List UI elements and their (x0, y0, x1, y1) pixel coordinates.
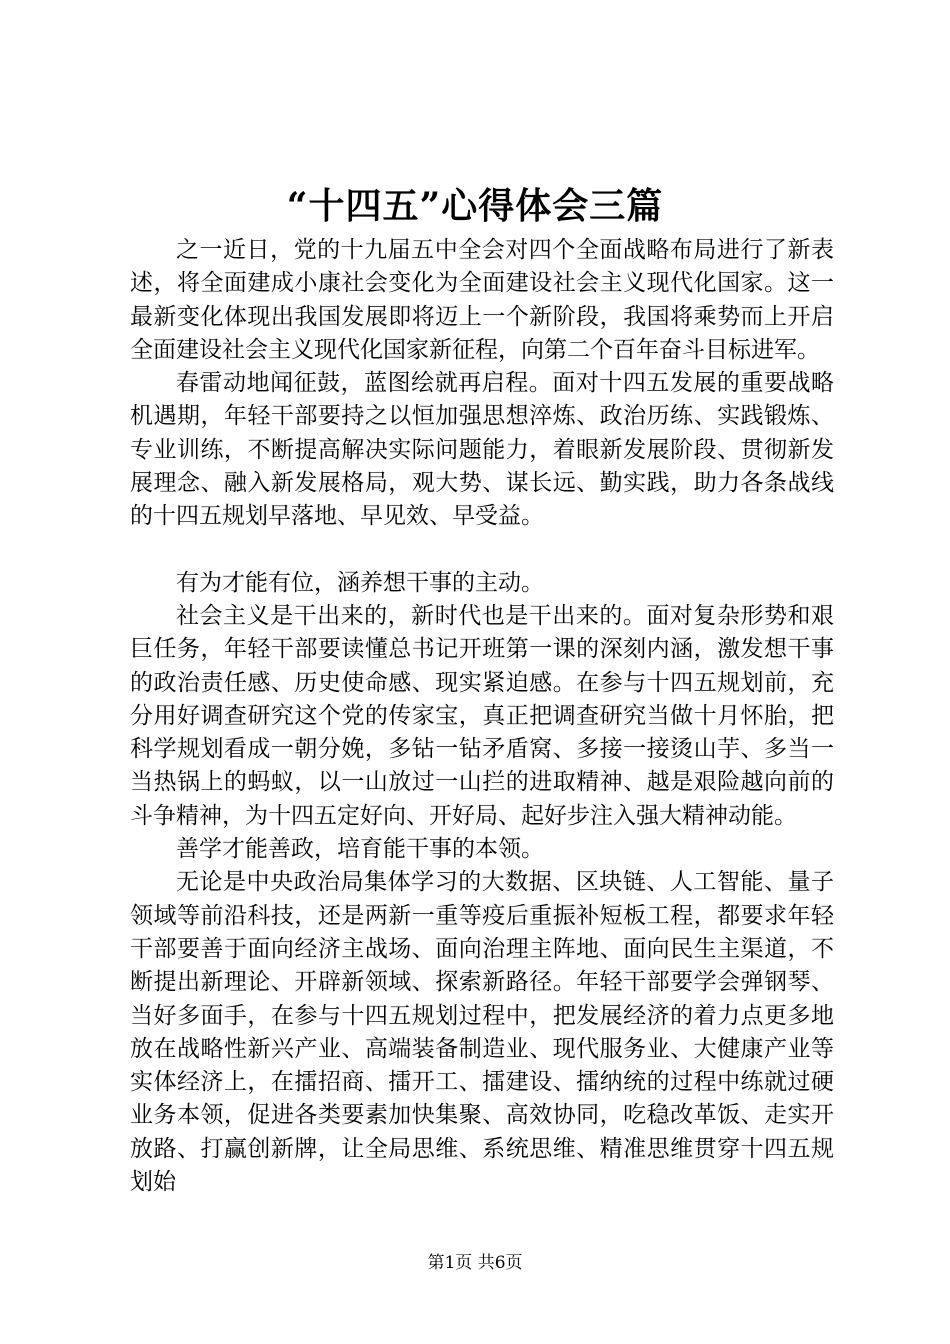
paragraph-gap (130, 534, 834, 567)
page-footer: 第1页 共6页 (427, 1253, 523, 1273)
section-heading-2: 善学才能善政，培育能干事的本领。 (176, 836, 544, 863)
paragraph-3: 社会主义是干出来的，新时代也是干出来的。面对复杂形势和艰巨任务，年轻干部要读懂总书记开班第一课的深刻内涵，激发想干事的政治责任感、历史使命感、现实紧迫感。在参与十四五规划前，充分用好调查研究这个党的传家宝，真正把调查研究当做十月怀胎，把科学规划看成一朝分娩，多钻一钻矛盾窝、多接一接烫山芋、多当一当热锅上的蚂蚁，以一山放过一山拦的进取精神、越是艰险越向前的斗争精神，为十四五定好向、开好局、起好步注入强大精神动能。 (130, 602, 834, 829)
paragraph-1: 之一近日，党的十九届五中全会对四个全面战略布局进行了新表述，将全面建成小康社会变化为全面建设社会主义现代化国家。这一最新变化体现出我国发展即将迈上一个新阶段，我国将乘势而上开启全面建设社会主义现代化国家新征程，向第二个百年奋斗目标进军。 (130, 237, 834, 363)
paragraph-4: 无论是中央政治局集体学习的大数据、区块链、人工智能、量子领域等前沿科技，还是两新一重等疫后重振补短板工程，都要求年轻干部要善于面向经济主战场、面向治理主阵地、面向民生主渠道，不断提出新理论、开辟新领域、探索新路径。年轻干部要学会弹钢琴、当好多面手，在参与十四五规划过程中，把发展经济的着力点更多地放在战略性新兴产业、高端装备制造业、现代服务业、大健康产业等实体经济上，在擂招商、擂开工、擂建设、擂纳统的过程中练就过硬业务本领，促进各类要素加快集聚、高效协同，吃稳改革饭、走实开放路、打赢创新牌，让全局思维、系统思维、精准思维贯穿十四五规划始 (130, 869, 834, 1196)
paragraph-2: 春雷动地闻征鼓，蓝图绘就再启程。面对十四五发展的重要战略机遇期，年轻干部要持之以恒加强思想淬炼、政治历练、实践锻炼、专业训练，不断提高解决实际问题能力，着眼新发展阶段、贯彻新发展理念、融入新发展格局，观大势、谋长远、勤实践，助力各条战线的十四五规划早落地、早见效、早受益。 (130, 370, 834, 530)
document-body (130, 234, 834, 1199)
document-title: “十四五”心得体会三篇 (286, 185, 664, 227)
section-heading-1: 有为才能有位，涵养想干事的主动。 (176, 569, 544, 596)
